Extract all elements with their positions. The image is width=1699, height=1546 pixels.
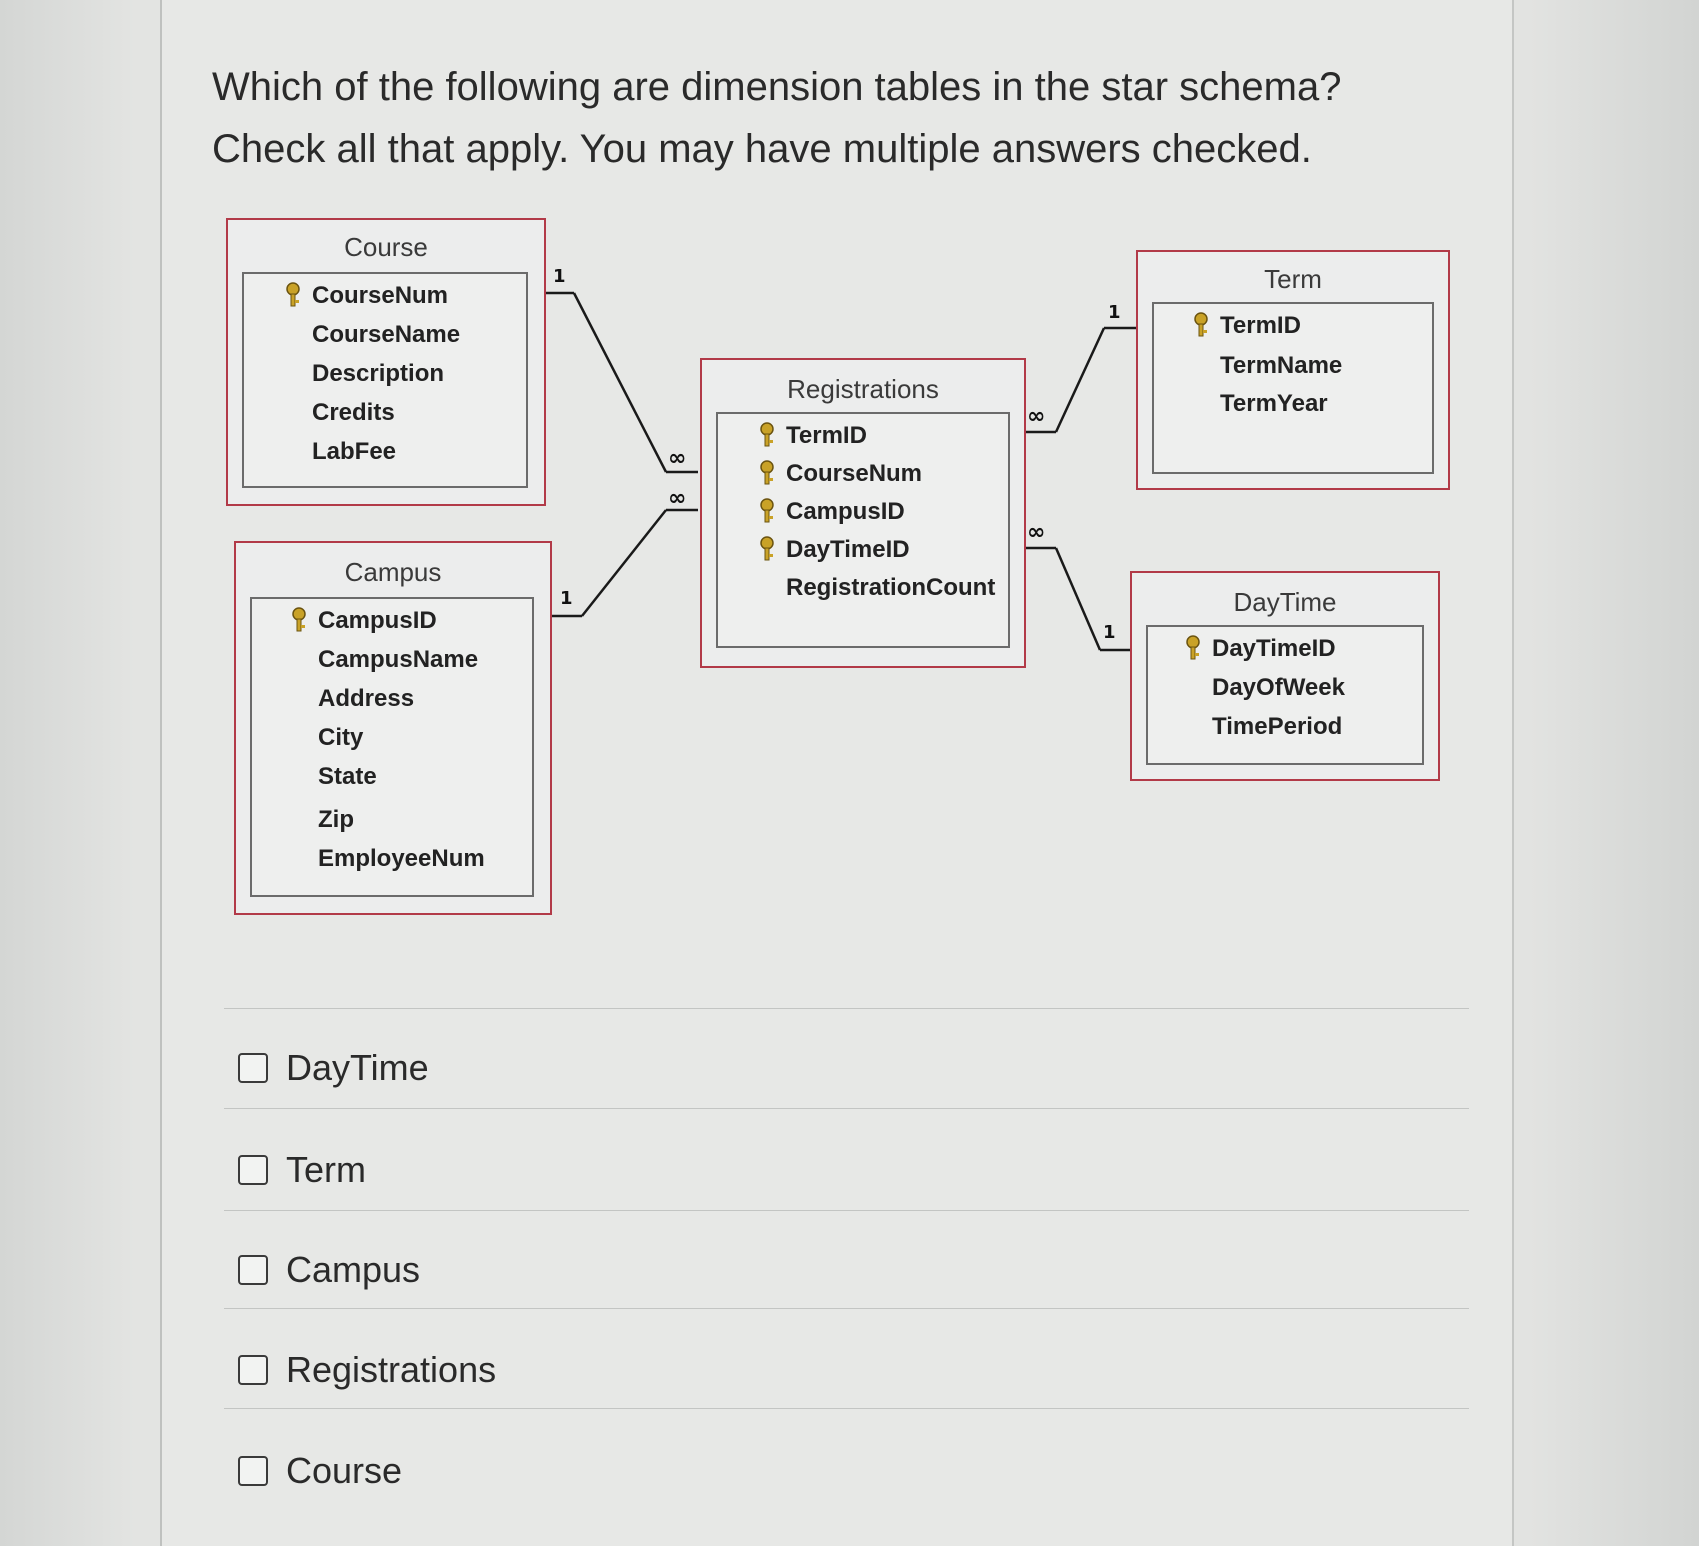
field-state: State (318, 763, 377, 790)
table-campus-fields (250, 597, 534, 897)
checkbox[interactable] (238, 1053, 268, 1083)
field-zip: Zip (318, 806, 354, 833)
option-label: Course (286, 1450, 403, 1491)
primary-key-icon (282, 282, 304, 308)
option-campus[interactable] (238, 1245, 420, 1295)
field-campusname: CampusName (318, 646, 479, 673)
field-termid: TermID (786, 422, 867, 449)
table-registrations (700, 358, 1026, 668)
field-description: Description (312, 360, 445, 387)
checkbox[interactable] (238, 1456, 268, 1486)
divider (224, 1008, 1469, 1009)
table-daytime-fields (1146, 625, 1424, 765)
field-labfee: LabFee (312, 438, 397, 465)
question-line-1: Which of the following are dimension tables in the star schema? (212, 65, 1342, 109)
table-campus-title: Campus (344, 557, 442, 587)
cardinality-daytime-many: ∞ (1027, 520, 1046, 545)
field-coursenum: CourseNum (312, 282, 449, 309)
field-registrationcount: RegistrationCount (786, 574, 996, 601)
field-credits: Credits (312, 399, 395, 426)
cardinality-course-one: 1 (553, 266, 566, 287)
field-employeenum: EmployeeNum (318, 845, 485, 872)
table-course (226, 218, 546, 506)
cardinality-campus-many: ∞ (668, 486, 687, 511)
table-term-fields (1152, 302, 1434, 474)
table-course-fields (242, 272, 528, 488)
field-timeperiod: TimePeriod (1212, 713, 1343, 740)
field-city: City (318, 724, 364, 751)
checkbox[interactable] (238, 1255, 268, 1285)
option-term[interactable] (238, 1145, 366, 1195)
cardinality-term-one: 1 (1108, 302, 1121, 323)
field-coursename: CourseName (312, 321, 461, 348)
table-registrations-title: Registrations (787, 374, 939, 404)
primary-key-icon (1190, 312, 1212, 338)
field-termyear: TermYear (1220, 390, 1328, 417)
option-label: Campus (286, 1249, 421, 1290)
field-coursenum: CourseNum (786, 460, 923, 487)
cardinality-course-many: ∞ (668, 446, 687, 471)
cardinality-term-many: ∞ (1027, 404, 1046, 429)
option-label: DayTime (286, 1047, 429, 1088)
divider (224, 1408, 1469, 1409)
primary-key-icon (756, 422, 778, 448)
field-daytimeid: DayTimeID (1212, 635, 1336, 662)
field-address: Address (318, 685, 415, 712)
field-campusid: CampusID (786, 498, 905, 525)
cardinality-campus-one: 1 (560, 588, 573, 609)
field-campusid: CampusID (318, 607, 437, 634)
primary-key-icon (756, 460, 778, 486)
divider (224, 1308, 1469, 1309)
checkbox[interactable] (238, 1355, 268, 1385)
primary-key-icon (756, 536, 778, 562)
primary-key-icon (756, 498, 778, 524)
divider (224, 1108, 1469, 1109)
option-label: Registrations (286, 1349, 497, 1390)
checkbox[interactable] (238, 1155, 268, 1185)
option-course[interactable] (238, 1446, 402, 1496)
table-term (1136, 250, 1450, 490)
field-termname: TermName (1220, 352, 1343, 379)
table-campus (234, 541, 552, 915)
table-registrations-fields (716, 412, 1010, 648)
option-label: Term (286, 1149, 366, 1190)
field-dayofweek: DayOfWeek (1212, 674, 1345, 701)
question-line-2: Check all that apply. You may have multiple answers checked. (212, 127, 1312, 171)
table-course-title: Course (344, 232, 428, 262)
relationship-course-registrations (544, 288, 698, 472)
table-daytime-title: DayTime (1233, 587, 1337, 617)
option-daytime[interactable] (238, 1043, 429, 1093)
table-term-title: Term (1264, 264, 1322, 294)
divider (224, 1210, 1469, 1211)
primary-key-icon (288, 607, 310, 633)
cardinality-daytime-one: 1 (1103, 622, 1116, 643)
option-registrations[interactable] (238, 1345, 496, 1395)
field-daytimeid: DayTimeID (786, 536, 910, 563)
table-daytime (1130, 571, 1440, 781)
primary-key-icon (1182, 635, 1204, 661)
field-termid: TermID (1220, 312, 1301, 339)
